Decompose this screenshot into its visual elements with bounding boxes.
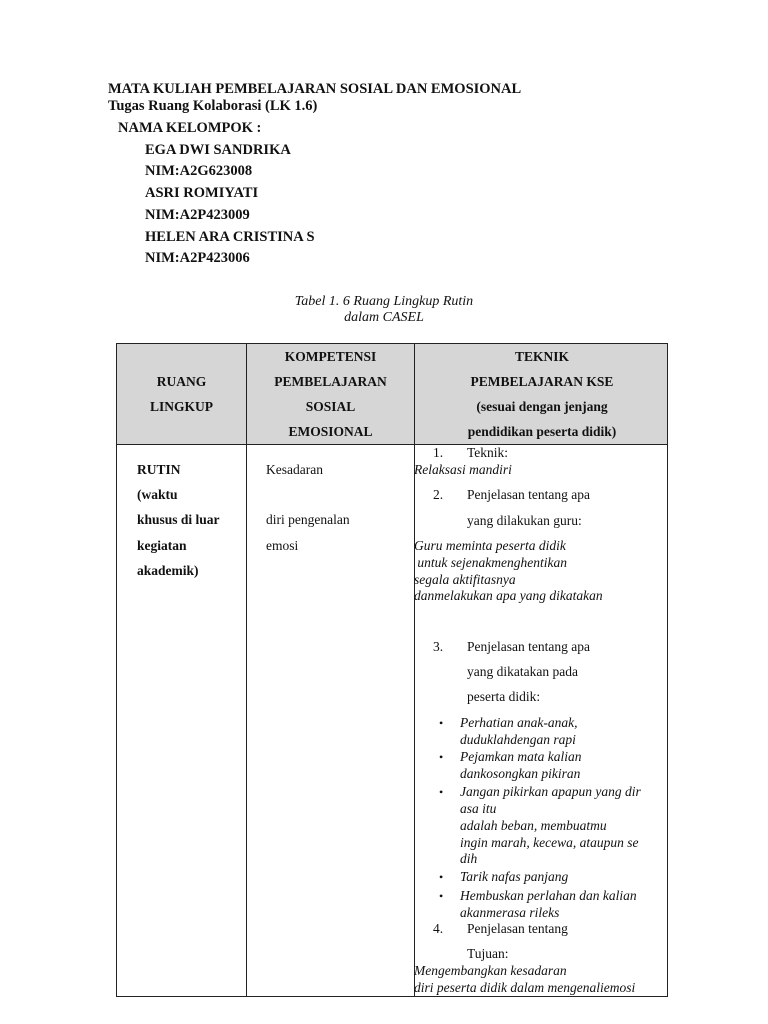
header-text: RUANG bbox=[156, 374, 207, 389]
bullet-text: Pejamkan mata kalian bbox=[460, 749, 582, 764]
bullet-text: Hembuskan perlahan dan kalian bbox=[460, 888, 637, 903]
scope-text: RUTIN bbox=[137, 462, 181, 477]
bullet-text: dih bbox=[460, 851, 478, 866]
header-text: TEKNIK bbox=[514, 349, 569, 364]
header-kompetensi bbox=[247, 344, 414, 444]
bullet-icon: • bbox=[439, 870, 444, 884]
item-number: 2. bbox=[433, 487, 444, 502]
bullet-text: Jangan pikirkan apapun yang dir bbox=[460, 784, 641, 799]
header-text: EMOSIONAL bbox=[288, 424, 373, 439]
item-number: 1. bbox=[433, 445, 444, 460]
table-caption bbox=[0, 294, 768, 326]
member-name: HELEN ARA CRISTINA S bbox=[145, 229, 315, 245]
item-label: yang dikatakan pada bbox=[467, 664, 578, 679]
scope-text: khusus di luar bbox=[137, 512, 220, 527]
bullet-icon: • bbox=[439, 785, 444, 799]
item-label: Teknik: bbox=[467, 445, 509, 460]
item-label: peserta didik: bbox=[467, 689, 541, 704]
item-label: Tujuan: bbox=[467, 946, 509, 961]
item-text: diri peserta didik dalam mengenaliemosi bbox=[414, 980, 636, 995]
caption-line-1: Tabel 1. 6 Ruang Lingkup Rutin bbox=[294, 294, 474, 309]
item-text: Mengembangkan kesadaran bbox=[414, 963, 567, 978]
item-text: Guru meminta peserta didik bbox=[414, 538, 566, 553]
header-text: PEMBELAJARAN KSE bbox=[470, 374, 614, 389]
item-text: segala aktifitasnya bbox=[414, 572, 516, 587]
member-name: ASRI ROMIYATI bbox=[145, 185, 259, 201]
item-number: 3. bbox=[433, 639, 444, 654]
header-ruang-lingkup bbox=[117, 344, 246, 444]
header-text: PEMBELAJARAN bbox=[274, 374, 387, 389]
bullet-text: dankosongkan pikiran bbox=[460, 766, 581, 781]
scope-text: (waktu bbox=[137, 487, 178, 502]
item-label: Penjelasan tentang bbox=[467, 921, 568, 936]
task-title: Tugas Ruang Kolaborasi (LK 1.6) bbox=[108, 98, 318, 114]
item-text: danmelakukan apa yang dikatakan bbox=[414, 588, 603, 603]
header-text: LINGKUP bbox=[149, 399, 213, 414]
bullet-text: duduklahdengan rapi bbox=[460, 732, 576, 747]
bullet-icon: • bbox=[439, 716, 444, 730]
header-text: KOMPETENSI bbox=[284, 349, 377, 364]
item-number: 4. bbox=[433, 921, 444, 936]
header-text: (sesuai dengan jenjang bbox=[476, 399, 608, 414]
member-nim: NIM:A2P423006 bbox=[145, 250, 250, 266]
group-label: NAMA KELOMPOK : bbox=[118, 120, 262, 136]
item-text: untuk sejenakmenghentikan bbox=[414, 555, 567, 570]
bullet-text: adalah beban, membuatmu bbox=[460, 818, 607, 833]
bullet-icon: • bbox=[439, 750, 444, 764]
item-label: yang dilakukan guru: bbox=[467, 513, 582, 528]
bullet-text: ingin marah, kecewa, ataupun se bbox=[460, 835, 639, 850]
competency-text: diri pengenalan bbox=[266, 512, 350, 527]
scope-text: akademik) bbox=[137, 563, 199, 578]
member-nim: NIM:A2P423009 bbox=[145, 207, 250, 223]
header-divider bbox=[117, 444, 667, 445]
course-title: MATA KULIAH PEMBELAJARAN SOSIAL DAN EMOSIONAL bbox=[108, 81, 522, 97]
item-text: Relaksasi mandiri bbox=[414, 462, 512, 477]
bullet-text: asa itu bbox=[460, 801, 497, 816]
bullet-icon: • bbox=[439, 889, 444, 903]
header-text: pendidikan peserta didik) bbox=[467, 424, 617, 439]
bullet-text: akanmerasa rileks bbox=[460, 905, 560, 920]
scope-text: kegiatan bbox=[137, 538, 187, 553]
item-label: Penjelasan tentang apa bbox=[467, 487, 590, 502]
competency-text: Kesadaran bbox=[266, 462, 323, 477]
item-label: Penjelasan tentang apa bbox=[467, 639, 590, 654]
bullet-text: Tarik nafas panjang bbox=[460, 869, 569, 884]
competency-text: emosi bbox=[266, 538, 299, 553]
caption-line-2: dalam CASEL bbox=[344, 310, 424, 325]
header-teknik bbox=[415, 344, 669, 444]
header-text: SOSIAL bbox=[305, 399, 356, 414]
member-nim: NIM:A2G623008 bbox=[145, 163, 253, 179]
bullet-text: Perhatian anak-anak, bbox=[460, 715, 578, 730]
member-name: EGA DWI SANDRIKA bbox=[145, 142, 291, 158]
competency-table bbox=[116, 343, 668, 997]
